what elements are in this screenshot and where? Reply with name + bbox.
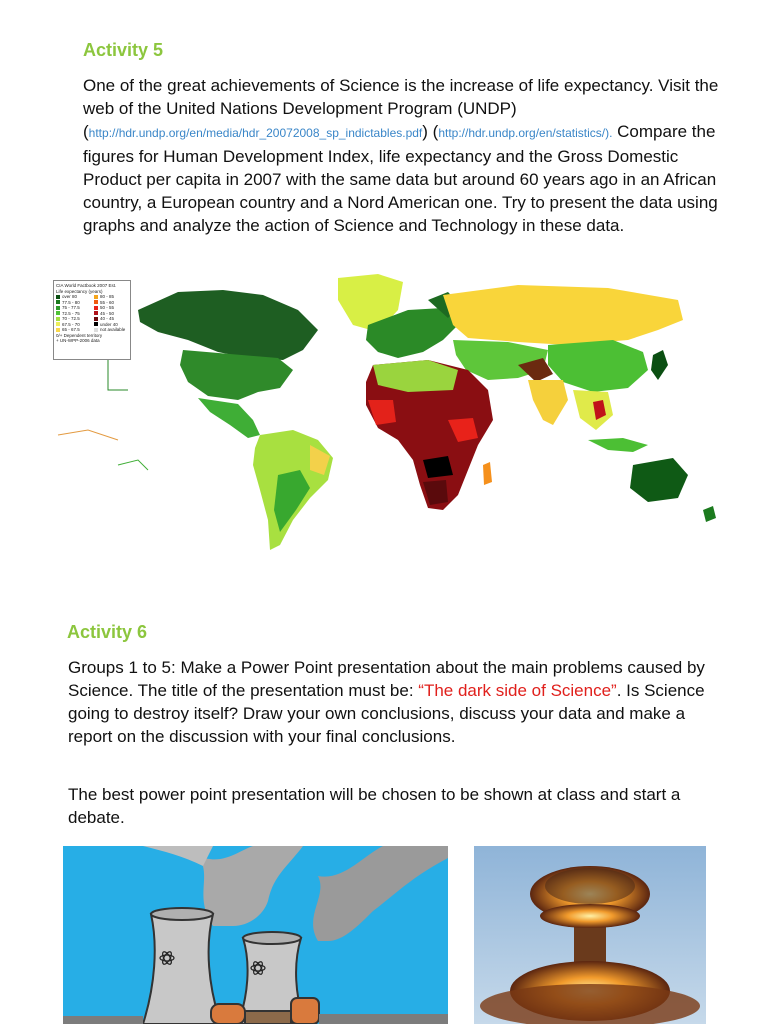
- legend-label: 65 - 67.5: [62, 327, 80, 332]
- legend-label: 67.5 - 70: [62, 321, 80, 327]
- activity6-text: . Is Science going to destroy itself? Draw your own conclusions, discuss your data and make a report on the discussion with your final conclusions.: [68, 681, 705, 746]
- legend-title: CIA World Factbook 2007 Est.: [56, 283, 117, 288]
- map-indonesia: [588, 438, 648, 452]
- map-se-asia: [573, 390, 613, 430]
- legend-label: 40 - 45: [100, 316, 115, 321]
- legend-label: 70 - 72.5: [62, 316, 80, 321]
- legend-label: over 80: [62, 294, 78, 299]
- world-life-expectancy-map: [48, 270, 728, 555]
- legend-swatch: [94, 328, 98, 332]
- legend-label: 72.5 - 75: [62, 310, 80, 316]
- map-australia: [630, 458, 688, 502]
- map-india: [528, 380, 568, 425]
- legend-swatch: [94, 306, 98, 310]
- legend-note: + UN-WPP-2006 data: [56, 338, 100, 343]
- map-legend: [53, 280, 131, 360]
- map-mexico: [198, 398, 260, 438]
- legend-label: 50 - 55: [100, 305, 115, 310]
- legend-swatch: [56, 306, 60, 310]
- legend-swatch: [56, 328, 60, 332]
- legend-swatch: [56, 300, 60, 304]
- activity6-heading: Activity 6: [67, 622, 148, 642]
- nuclear-explosion-photo: [474, 846, 706, 1024]
- legend-swatch: [56, 295, 60, 299]
- legend-swatch: [56, 311, 60, 315]
- map-madagascar: [483, 462, 492, 485]
- legend-label: not available: [100, 327, 126, 332]
- legend-swatch: [94, 300, 98, 304]
- presentation-title: “The dark side of Science”: [418, 681, 617, 700]
- undp-pdf-link[interactable]: http://hdr.undp.org/en/media/hdr_20072008_sp_indictables.pdf: [88, 126, 423, 140]
- map-west-africa: [368, 400, 396, 425]
- legend-note: 0/+ Dependent territory: [56, 332, 103, 338]
- legend-label: 55 - 60: [100, 299, 115, 305]
- legend-label: 80 - 85: [100, 294, 115, 299]
- map-canada: [138, 290, 318, 360]
- undp-statistics-link[interactable]: http://hdr.undp.org/en/statistics/: [438, 126, 606, 140]
- activity6-paragraph-2: The best power point presentation will be chosen to be shown at class and start a debate.: [68, 785, 681, 827]
- activity5-body: Compare the figures for Human Development Index, life expectancy and the Gross Domestic Product per capita in 2007 with the same data but around 60 years ago in an African country, a European country and a Nord American one. Try to present the data using graphs and analyze the action of Science and Technology in these data.: [83, 122, 718, 235]
- legend-swatch: [94, 311, 98, 315]
- separator: ) (: [422, 122, 439, 141]
- activity6-text: Groups 1 to 5: Make a Power Point presentation about the main problems caused by Science. The title of the presentation must be:: [68, 658, 705, 700]
- legend-label: under 40: [100, 321, 118, 327]
- legend-swatch: [94, 295, 98, 299]
- nuclear-plant-illustration: [63, 846, 448, 1024]
- map-russia: [443, 285, 683, 345]
- separator: ).: [605, 126, 613, 140]
- map-japan: [651, 350, 668, 380]
- legend-subtitle: Life expectancy (years): [56, 288, 103, 294]
- activity5-intro: One of the great achievements of Science is the increase of life expectancy. Visit the web of the United Nations Development Program (UNDP)(: [83, 76, 719, 141]
- activity5-heading: Activity 5: [83, 40, 164, 60]
- legend-swatch: [94, 322, 98, 326]
- legend-entry: [56, 327, 90, 333]
- activity5-paragraph: [83, 74, 723, 237]
- activity6-paragraph-1: [68, 656, 708, 748]
- legend-swatch: [94, 317, 98, 321]
- legend-label: 77.5 - 80: [62, 299, 80, 305]
- legend-swatch: [56, 322, 60, 326]
- legend-label: 75 - 77.5: [62, 305, 80, 310]
- legend-label: 45 - 50: [100, 310, 115, 316]
- map-zambia: [423, 456, 453, 478]
- map-new-zealand: [703, 506, 716, 522]
- legend-swatch: [56, 317, 60, 321]
- legend-entry: [94, 327, 128, 333]
